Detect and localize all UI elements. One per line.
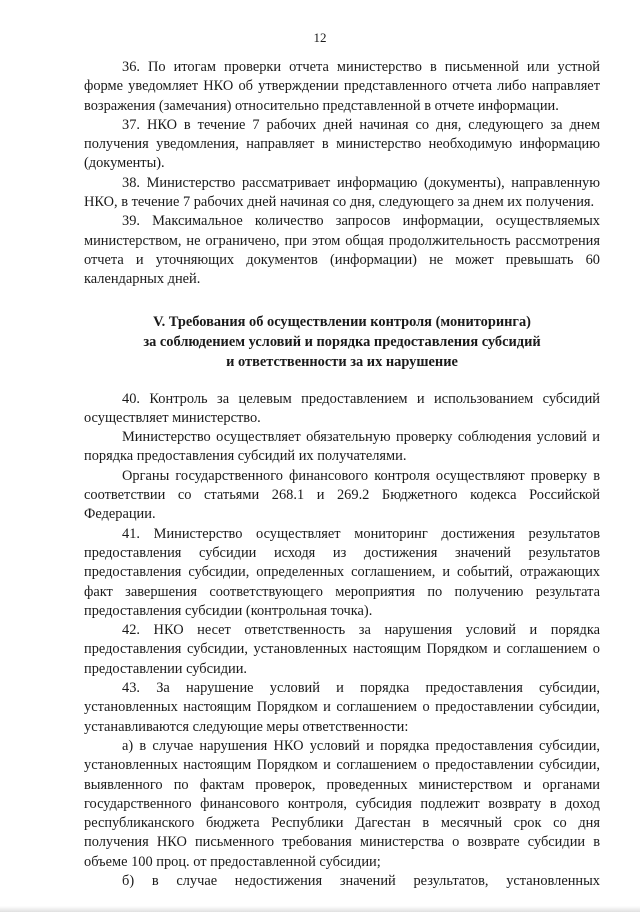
paragraph-37: 37. НКО в течение 7 рабочих дней начиная со дня, следующего за днем получения уведомления, направляет в министерство необходимую информацию (документы). [84,116,600,172]
section-heading-line-2: за соблюдением условий и порядка предоставления субсидий [143,333,541,350]
paragraph-40-control-bodies: Органы государственного финансового контроля осуществляют проверку в соответствии со статьями 268.1 и 269.2 Бюджетного кодекса Российской Федерации. [84,467,600,523]
paragraph-43-b: б) в случае недостижения значений результатов, установленных [122,872,600,889]
paragraph-43: 43. За нарушение условий и порядка предоставления субсидии, установленных настоящим Порядком и соглашением о предоставлении субсидии, устанавливаются следующие меры ответственности: [84,680,600,735]
paragraph-43-a: а) в случае нарушения НКО условий и порядка предоставления субсидии, установленных настоящим Порядком и соглашением о предоставлении субсидии, выявленного по фактам проверок, проведенных министерством и органами государственного финансового контроля, субсидия подлежит возврату в доход республиканского бюджета Республики Дагестан в месячный срок со дня получения НКО письменного требования министерства о возврате субсидии в объеме 100 проц. от предоставленной субсидии; [84,737,600,870]
section-heading-line-3: и ответственности за их нарушение [226,353,458,370]
paragraph-39: 39. Максимальное количество запросов информации, осуществляемых министерством, не ограничено, при этом общая продолжительность рассмотрения отчета и уточняющих документов (информации) не может превышать 60 календарных дней. [84,213,600,288]
paragraph-40-ministry: Министерство осуществляет обязательную проверку соблюдения условий и порядка предоставления субсидий их получателями. [84,429,600,465]
document-body [84,58,600,891]
page-number: 12 [313,30,327,45]
paragraph-41: 41. Министерство осуществляет мониторинг достижения результатов предоставления субсидии исходя из достижения значений результатов предоставления субсидии, определенных соглашением, и событий, отражающих факт завершения соответствующего мероприятия по получению результата предоставления субсидии (контрольная точка). [84,525,600,619]
paragraph-42: 42. НКО несет ответственность за нарушения условий и порядка предоставления субсидии, установленных настоящим Порядком и соглашением о предоставлении субсидии. [84,622,600,677]
paragraph-36: 36. По итогам проверки отчета министерство в письменной или устной форме уведомляет НКО об утверждении представленного отчета либо направляет возражения (замечания) относительно представленной в отчете информации. [84,59,600,114]
scan-edge-shadow [0,906,640,912]
paragraph-40: 40. Контроль за целевым предоставлением и использованием субсидий осуществляет министерство. [84,390,600,426]
section-heading [84,312,600,372]
section-heading-line-1: V. Требования об осуществлении контроля (мониторинга) [153,313,531,330]
paragraph-38: 38. Министерство рассматривает информацию (документы), направленную НКО, в течение 7 рабочих дней начиная со дня, следующего за днем их получения. [84,174,600,211]
